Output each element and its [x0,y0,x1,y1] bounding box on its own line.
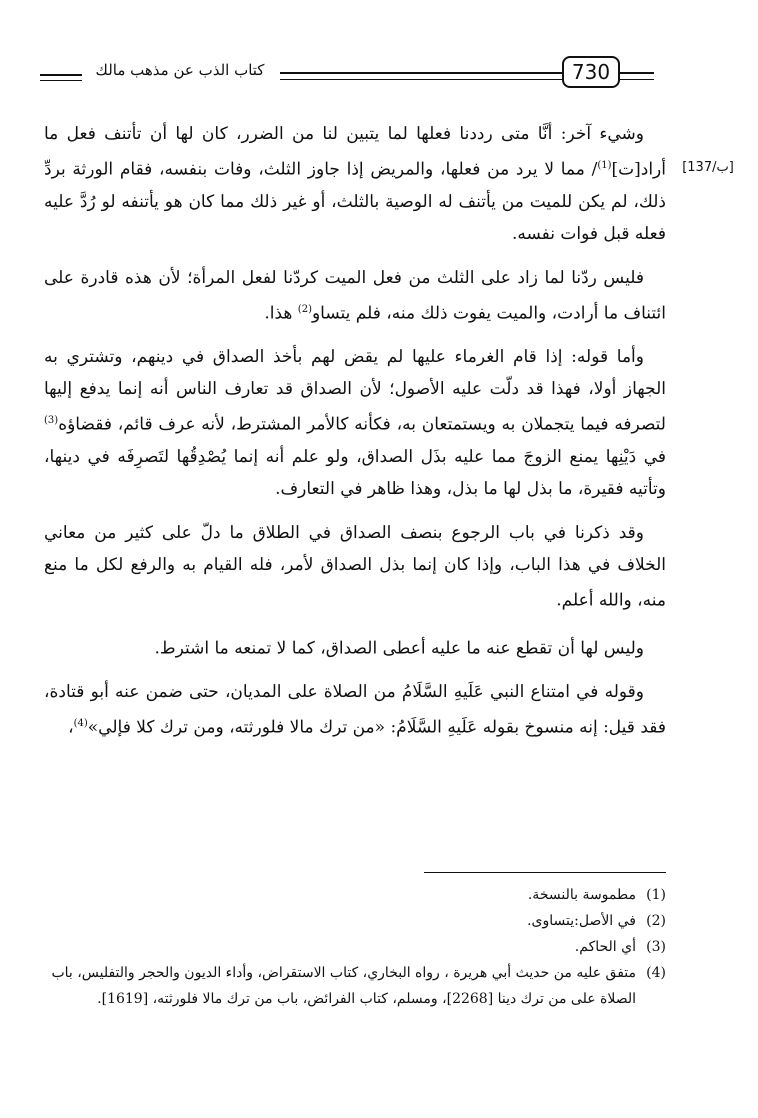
footnote-ref: (2) [297,303,312,315]
margin-folio-note: [137/ب] [682,160,734,175]
footnote [44,882,666,908]
footnote-number: (3) [646,939,666,955]
paragraph-text: وقوله في امتناع النبي عَلَيهِ السَّلَامُ من الصلاة على المديان، حتى ضمن عنه أبو قتادة، فقد قيل: إنه منسوخ بقوله عَلَيهِ السَّلَامُ: «من ترك مالا فلورثته، ومن ترك كلا فإلي» [44,682,666,738]
paragraph-text: فليس ردّنا لما زاد على الثلث من فعل الميت كردّنا لفعل المرأة؛ لأن هذه قادرة على ائتناف ما أرادت، والميت يفوت ذلك منه، فلم يتساو [44,267,666,324]
footnote-number: (1) [646,887,666,903]
paragraph [44,341,666,505]
footnote-ref: (4) [73,718,88,730]
footnote-number: (2) [646,913,666,929]
paragraph-text: وليس لها أن تقطع عنه ما عليه أعطى الصداق، كما لا تمنعه ما اشترط. [154,638,644,659]
paragraph-text: / مما لا يرد من فعلها، والمريض إذا جاوز الثلث، وفات بنفسه، فقام الورثة بردِّ ذلك، لم يكن للميت من يأتنف له الوصية بالثلث، أو غير ذلك مما كان هو يأتنفه لو رُدَّ عليه فعله قبل فوات نفسه. [44,159,666,244]
paragraph-text: وأما قوله: إذا قام الغرماء عليها لم يقض لهم بأخذ الصداق في دينهم، وتشتري به الجهاز أولا، فهذا قد دلّت عليه الأصول؛ لأن الصداق قد تعارف الناس أنه إنما يدفع إليها لتصرفه فيما يتجملان به ويستمتعان به، فكأنه كالأمر المشترط، لأنه عرف قائم، فقضاؤه [44,347,666,435]
paragraph [44,676,666,744]
header-rule-left [40,74,82,76]
paragraph [44,629,666,665]
footnote-separator [424,872,666,873]
footnote-number: (4) [646,965,666,981]
header-rule-tail-thin [620,79,654,80]
header-rule-right [280,72,562,74]
paragraph [44,517,666,617]
header-rule-tail [620,72,654,74]
paragraph-text: هذا. [264,303,298,324]
header-rule-left-thin [40,80,82,81]
footnote-text: أي الحاكم. [574,939,636,955]
header-rule-right-thin [280,79,562,80]
main-text [44,118,666,756]
header-title: كتاب الذب عن مذهب مالك [95,61,265,79]
footnote-ref: (1) [597,160,612,171]
footnote [44,908,666,934]
page-number: 730 [562,56,620,88]
footnote [44,934,666,960]
footnotes [44,882,666,1012]
footnote-text: متفق عليه من حديث أبي هريرة ، رواه البخاري، كتاب الاستقراض، وأداء الديون والحجر والتفليس، باب الصلاة على من ترك دينا [2268]، ومسلم، كتاب الفرائض، باب من ترك مالا فلورثته، [1619]. [51,965,636,1007]
paragraph [44,118,666,250]
paragraph-text: وقد ذكرنا في باب الرجوع بنصف الصداق في الطلاق ما دلّ على كثير من معاني الخلاف في هذا الباب، وإذا كان إنما بذل الصداق لأمر، فله القيام به والرفع لكل ما منع منه، والله أعلم. [44,522,666,611]
footnote-text: مطموسة بالنسخة. [527,887,636,903]
footnote-ref: (3) [44,415,59,427]
footnote [44,960,666,1012]
paragraph-text: وشيء آخر: أنَّا متى رددنا فعلها لما يتبين لنا من الضرر، كان لها أن تأتنف فعل ما أراد[ت] [44,124,666,180]
paragraph-text: ، [68,717,74,738]
paragraph [44,262,666,330]
footnote-text: في الأصل:يتساوى. [527,913,636,929]
paragraph-text: في دَيْنِها يمنع الزوجَ مما عليه بذَل الصداق، ولو علم أنه إنما يُصْدِقُها لتَصرِفَه في دينها، وتأتيه فقيرة، ما بذل لها ما بذل، وهذا ظاهر في التعارف. [44,446,666,499]
